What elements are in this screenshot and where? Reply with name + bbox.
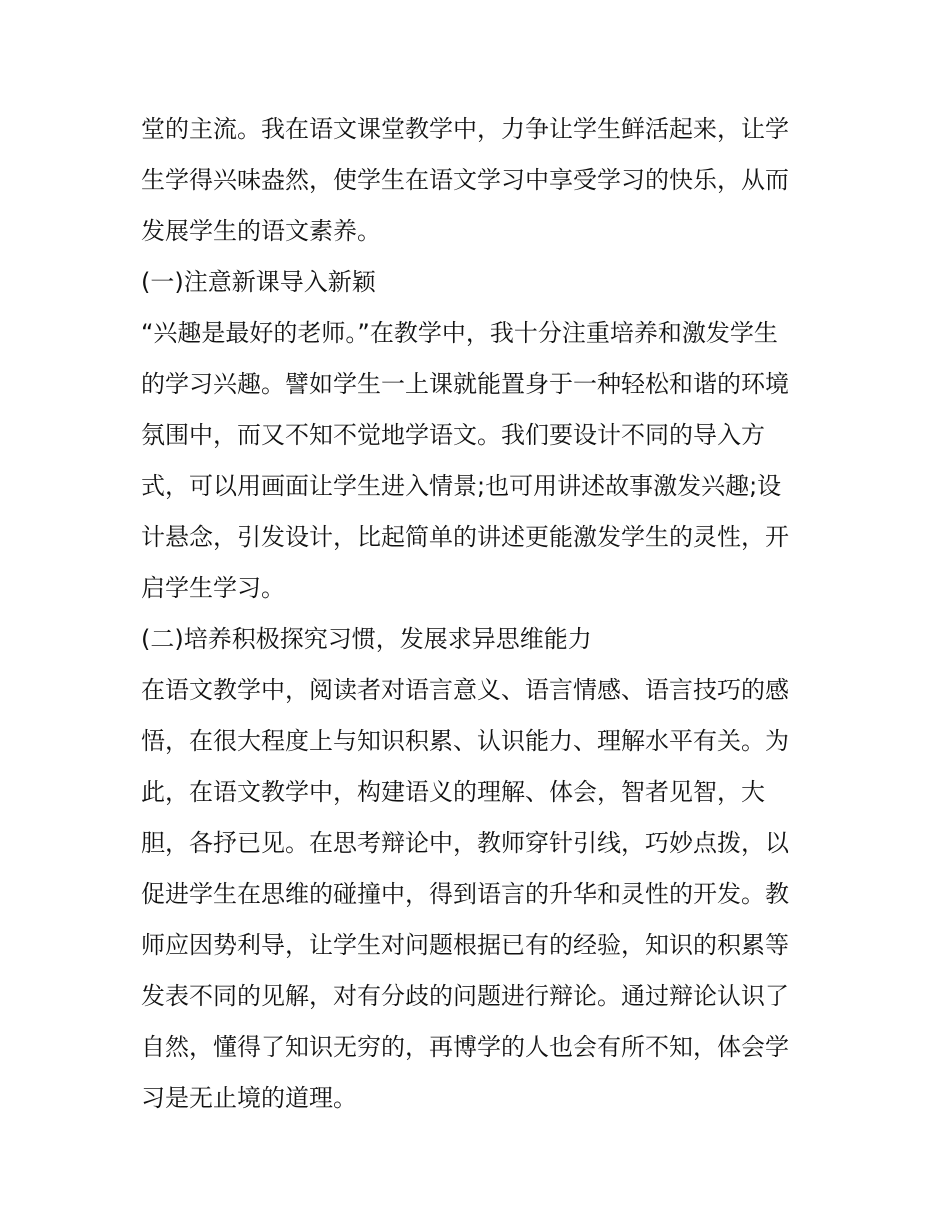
text-line: 氛围中，而又不知不觉地学语文。我们要设计不同的导入方 (141, 421, 765, 449)
text-line: 自然，懂得了知识无穷的，再博学的人也会有所不知，体会学 (141, 1033, 789, 1061)
text-line: 式，可以用画面让学生进入情景;也可用讲述故事激发兴趣;设 (141, 472, 782, 500)
text-line: 发表不同的见解，对有分歧的问题进行辩论。通过辩论认识了 (141, 982, 789, 1010)
text-line: 在语文教学中，阅读者对语言意义、语言情感、语言技巧的感 (141, 676, 789, 704)
text-line: “兴趣是最好的老师。”在教学中，我十分注重培养和激发学生 (141, 319, 778, 347)
text-line: 习是无止境的道理。 (141, 1084, 357, 1112)
text-line: 此，在语文教学中，构建语义的理解、体会，智者见智，大 (141, 778, 765, 806)
text-line: 发展学生的语文素养。 (141, 217, 381, 245)
text-line: 师应因势利导，让学生对问题根据已有的经验，知识的积累等 (141, 931, 789, 959)
text-line: 胆，各抒已见。在思考辩论中，教师穿针引线，巧妙点拨，以 (141, 829, 789, 857)
text-line: 悟，在很大程度上与知识积累、认识能力、理解水平有关。为 (141, 727, 789, 755)
text-line: 生学得兴味盎然，使学生在语文学习中享受学习的快乐，从而 (141, 166, 789, 194)
text-line: 促进学生在思维的碰撞中，得到语言的升华和灵性的开发。教 (141, 880, 789, 908)
section-heading: (一)注意新课导入新颖 (141, 268, 376, 296)
text-line: 的学习兴趣。譬如学生一上课就能置身于一种轻松和谐的环境 (141, 370, 789, 398)
text-line: 计悬念，引发设计，比起简单的讲述更能激发学生的灵性，开 (141, 523, 789, 551)
text-line: 启学生学习。 (141, 574, 285, 602)
section-heading: (二)培养积极探究习惯，发展求异思维能力 (141, 625, 592, 653)
text-line: 堂的主流。我在语文课堂教学中，力争让学生鲜活起来，让学 (141, 115, 789, 143)
